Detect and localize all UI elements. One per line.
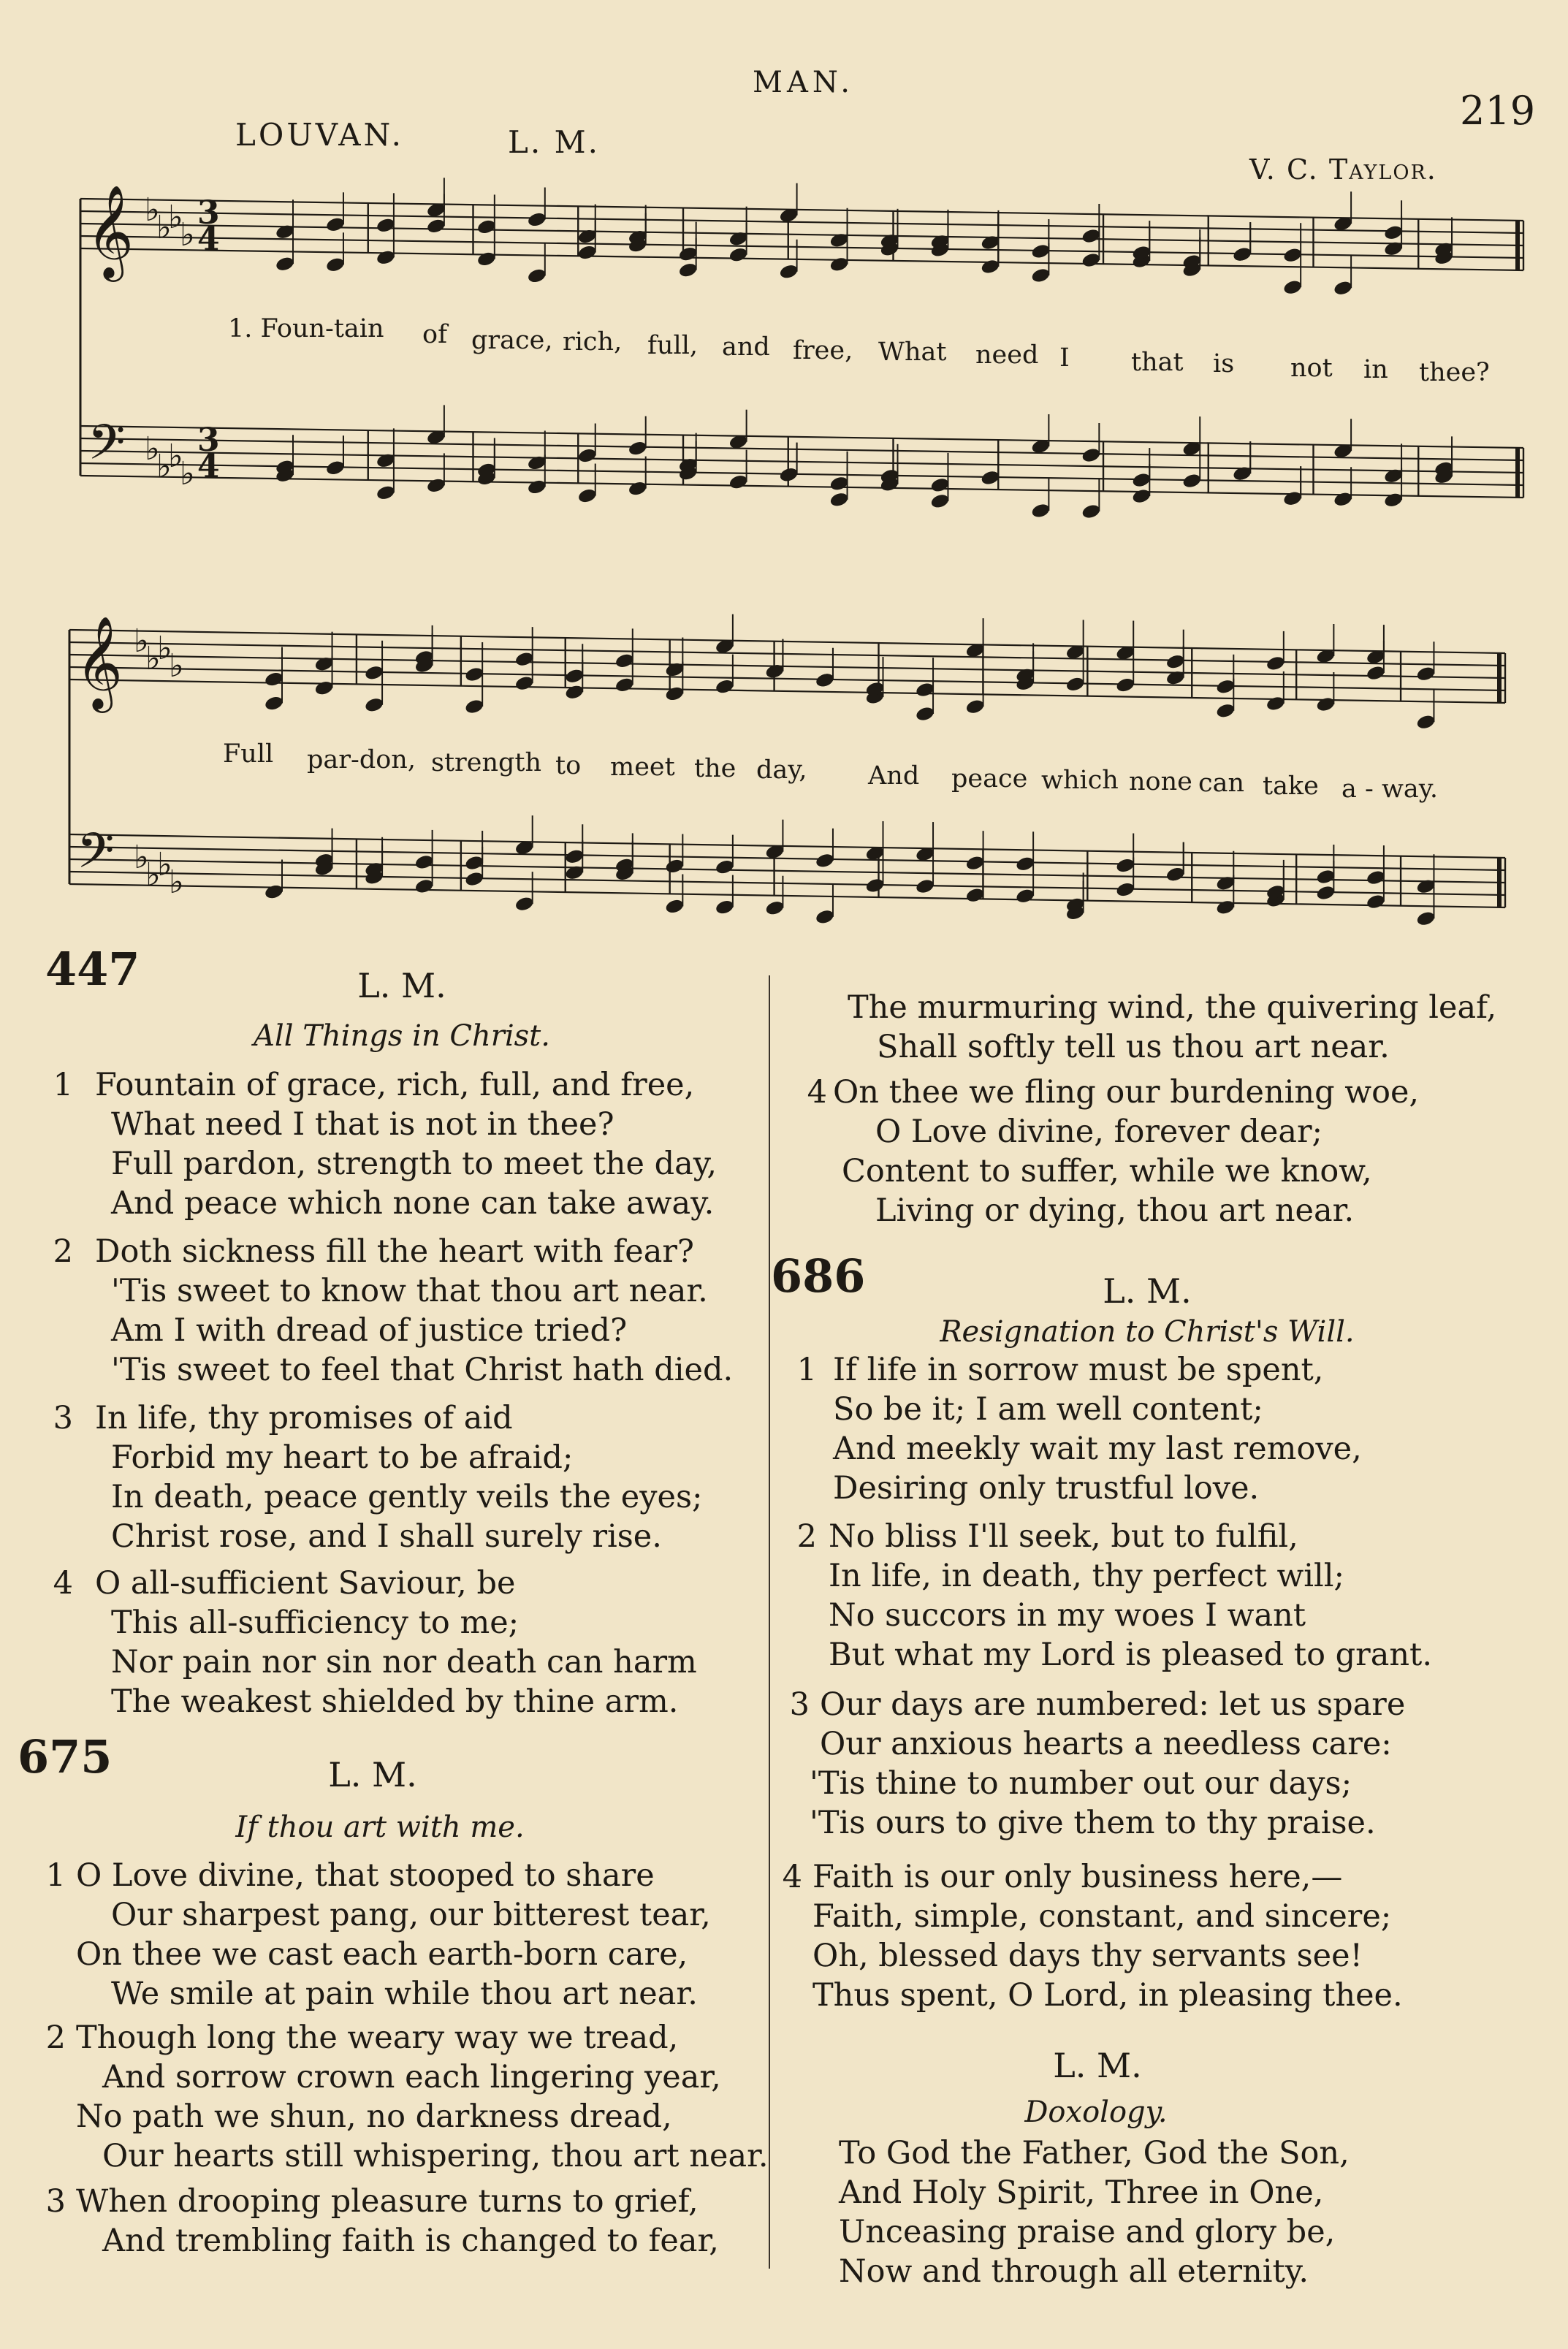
bass-note <box>426 477 446 494</box>
flat-icon: ♭ <box>168 438 183 475</box>
flat-icon: ♭ <box>145 856 161 894</box>
bass-note <box>1165 866 1186 883</box>
verse-line: Full pardon, strength to meet the day, <box>111 1146 718 1182</box>
treble-staff-line <box>69 667 1505 690</box>
verse-line: Forbid my heart to be afraid; <box>111 1439 574 1476</box>
lyric-word: par-don, <box>307 745 416 774</box>
bass-note <box>664 898 685 915</box>
lyric-word: to <box>555 751 582 780</box>
stanza <box>839 2133 1350 2291</box>
lyric-word: a - way. <box>1341 774 1439 804</box>
stanza-number: 3 <box>45 2183 66 2220</box>
verse-line: The weakest shielded by thine arm. <box>111 1683 679 1720</box>
treble-note <box>1232 246 1252 263</box>
treble-staff-line <box>69 655 1505 678</box>
bass-note <box>1315 884 1336 901</box>
bass-staff-line <box>69 847 1505 870</box>
verse-line: Nor pain nor sin nor death can harm <box>111 1644 697 1680</box>
bass-note <box>1081 446 1101 463</box>
bass-note <box>464 870 484 887</box>
bass-note <box>464 854 484 871</box>
treble-note <box>464 698 484 715</box>
treble-note <box>564 684 585 701</box>
lyric-word: of <box>422 320 448 349</box>
treble-staff-line <box>80 224 1523 245</box>
stanza <box>51 1564 697 1721</box>
verse-line: O Love divine, forever dear; <box>875 1113 1322 1150</box>
bass-note <box>1415 910 1436 927</box>
lyric-word: day, <box>756 755 807 785</box>
treble-note <box>915 705 935 722</box>
bass-note <box>728 473 749 490</box>
treble-note <box>815 671 835 688</box>
treble-note <box>325 216 346 233</box>
verse-line: Fountain of grace, rich, full, and free, <box>95 1067 695 1103</box>
lyric-word: full, <box>647 331 699 360</box>
treble-staff-line <box>69 679 1505 703</box>
verse-line: Our sharpest pang, our bitterest tear, <box>111 1897 711 1933</box>
flat-icon: ♭ <box>145 191 160 229</box>
bass-note <box>414 853 435 870</box>
lyric-word: and <box>722 332 770 362</box>
lyric-word: the <box>694 754 737 783</box>
bass-note <box>829 475 850 492</box>
bass-note <box>1131 487 1152 504</box>
verse-line: Now and through all eternity. <box>839 2253 1309 2290</box>
tune-name: LOUVAN. <box>235 117 404 153</box>
hymn-number: 447 <box>45 943 140 996</box>
flat-icon: ♭ <box>156 448 172 485</box>
treble-note <box>829 256 850 273</box>
treble-note <box>1215 702 1236 719</box>
treble-note <box>614 652 635 669</box>
verse-line: In life, thy promises of aid <box>95 1400 513 1436</box>
bass-note <box>864 877 885 894</box>
treble-note <box>1081 227 1101 244</box>
treble-note <box>376 249 396 266</box>
lyric-word: I <box>1059 343 1070 373</box>
verse-line: 'Tis sweet to know that thou art near. <box>111 1273 708 1309</box>
verse-line: 'Tis ours to give them to thy praise. <box>810 1805 1376 1841</box>
lyric-word: rich, <box>563 327 623 357</box>
lyric-word: thee? <box>1419 358 1490 387</box>
verse-line: And Holy Spirit, Three in One, <box>839 2174 1324 2211</box>
treble-staff-line <box>80 199 1523 221</box>
bass-note <box>414 877 435 894</box>
treble-note <box>1315 696 1336 712</box>
time-signature-numerator: 3 <box>197 422 220 459</box>
bass-note <box>1030 502 1051 519</box>
bass-note <box>715 899 735 915</box>
running-head: MAN. <box>753 66 854 99</box>
treble-note <box>464 666 484 682</box>
hymn-number: 686 <box>771 1249 866 1303</box>
verse-line: And meekly wait my last remove, <box>833 1431 1362 1467</box>
treble-note <box>364 696 384 713</box>
treble-note <box>678 262 699 278</box>
verse-line: No succors in my woes I want <box>829 1597 1306 1634</box>
treble-note <box>1415 714 1436 731</box>
stanza-number: 3 <box>789 1686 810 1723</box>
verse-line: Am I with dread of justice tried? <box>111 1312 628 1349</box>
bass-staff-line <box>69 834 1505 858</box>
verse-line: Our days are numbered: let us spare <box>820 1686 1406 1723</box>
treble-note <box>314 679 335 696</box>
bass-staff-line <box>80 476 1523 498</box>
verse-line: If life in sorrow must be spent, <box>833 1352 1324 1388</box>
treble-note <box>1065 676 1086 693</box>
lyric-word: 1. Foun-tain <box>228 314 384 343</box>
verse-line: But what my Lord is pleased to grant. <box>829 1637 1433 1673</box>
bass-note <box>1282 490 1303 507</box>
bass-staff-line <box>69 872 1505 895</box>
hymn-meter: L. M. <box>1053 2046 1142 2085</box>
stanza <box>769 1685 1405 1843</box>
time-signature-denominator: 4 <box>197 221 220 258</box>
treble-note <box>1266 655 1286 671</box>
treble-note <box>527 267 547 284</box>
page-number: 219 <box>1460 88 1536 134</box>
verse-line: When drooping pleasure turns to grief, <box>76 2183 699 2220</box>
treble-note <box>527 211 547 228</box>
treble-note <box>614 677 635 693</box>
verse-line: O Love divine, that stooped to share <box>76 1857 655 1894</box>
bass-note <box>514 896 535 913</box>
time-signature-denominator: 4 <box>197 448 220 485</box>
stanza <box>760 1857 1403 2015</box>
stanza <box>789 1073 1419 1230</box>
lyric-word: take <box>1263 772 1319 801</box>
bass-note <box>1366 893 1386 910</box>
bass-clef-icon: 𝄢 <box>77 823 115 891</box>
bass-note <box>1383 492 1404 509</box>
stanza-number: 4 <box>807 1074 827 1111</box>
treble-note <box>1081 251 1101 268</box>
treble-note <box>1282 279 1303 296</box>
treble-note <box>915 681 935 698</box>
bass-note <box>1181 472 1202 489</box>
bass-note <box>764 899 785 916</box>
bass-note <box>577 447 598 464</box>
lyric-word: free, <box>793 336 853 365</box>
flat-icon: ♭ <box>169 864 184 901</box>
lyric-word: grace, <box>471 326 553 355</box>
treble-note <box>275 256 295 273</box>
verse-line: Content to suffer, while we know, <box>842 1153 1372 1189</box>
lyric-word: none <box>1129 767 1192 796</box>
treble-note <box>1165 653 1186 670</box>
verse-line: And sorrow crown each lingering year, <box>102 2059 721 2095</box>
stanza-number: 1 <box>45 1857 66 1894</box>
treble-note <box>1215 678 1236 695</box>
treble-note <box>1333 280 1353 297</box>
flat-icon: ♭ <box>134 839 149 876</box>
stanza <box>32 2018 769 2176</box>
treble-clef-icon: 𝄞 <box>75 615 123 709</box>
treble-note <box>1115 677 1135 693</box>
composer: V. C. Taylor. <box>1249 153 1437 186</box>
flat-icon: ♭ <box>157 846 172 883</box>
bass-note <box>779 466 799 483</box>
hymn-title: Resignation to Christ's Will. <box>940 1315 1355 1349</box>
lyric-word: can <box>1198 769 1245 798</box>
stanza-number: 4 <box>782 1859 802 1895</box>
bass-note <box>1215 899 1236 915</box>
treble-note <box>728 246 749 263</box>
bass-note <box>1366 869 1386 886</box>
treble-note <box>264 671 284 688</box>
bass-note <box>829 491 850 508</box>
treble-note <box>1266 695 1286 712</box>
treble-note <box>1030 243 1051 259</box>
verse-line: 'Tis thine to number out our days; <box>810 1765 1352 1802</box>
treble-note <box>1366 664 1386 681</box>
treble-staff-line <box>69 642 1505 666</box>
treble-note <box>514 651 535 668</box>
lyric-word: is <box>1213 349 1235 378</box>
bass-note <box>1081 503 1101 519</box>
verse-line: The murmuring wind, the quivering leaf, <box>848 989 1497 1026</box>
treble-staff-line <box>80 236 1523 258</box>
bass-note <box>929 492 950 509</box>
lyric-word: peace <box>951 764 1028 793</box>
bass-staff-line <box>80 426 1523 448</box>
verse-line: Oh, blessed days thy servants see! <box>812 1938 1363 1974</box>
treble-note <box>577 244 598 261</box>
bass-note <box>1115 881 1135 898</box>
verse-line: Unceasing praise and glory be, <box>839 2214 1336 2250</box>
verse-line: No bliss I'll seek, but to fulfil, <box>829 1518 1298 1555</box>
lyric-word: need <box>975 340 1039 370</box>
bass-note <box>325 460 346 476</box>
stanza-number: 1 <box>796 1352 817 1388</box>
stanza-number: 2 <box>45 2019 66 2056</box>
bass-note <box>1333 491 1353 508</box>
verse-line: So be it; I am well content; <box>833 1391 1263 1428</box>
verse-line: Thus spent, O Lord, in pleasing thee. <box>812 1977 1403 2014</box>
bass-note <box>1131 471 1152 488</box>
flat-icon: ♭ <box>169 647 184 685</box>
treble-note <box>664 685 685 702</box>
verse-line: Our anxious hearts a needless care: <box>820 1726 1392 1762</box>
stanza <box>51 1065 717 1223</box>
bass-note <box>628 440 648 457</box>
treble-note <box>514 675 535 692</box>
verse-line: And peace which none can take away. <box>111 1185 715 1222</box>
bass-note <box>264 883 284 900</box>
bass-note <box>1015 856 1035 872</box>
stanza-number: 1 <box>53 1067 73 1103</box>
hymn-meter: L. M. <box>1103 1271 1192 1311</box>
music-score <box>0 0 1568 950</box>
hymn-meter: L. M. <box>328 1755 417 1794</box>
treble-note <box>678 245 699 262</box>
stanza <box>51 1232 733 1390</box>
treble-note <box>376 217 396 234</box>
stanza-number: 4 <box>53 1565 73 1602</box>
flat-icon: ♭ <box>180 455 195 492</box>
treble-note <box>325 256 346 273</box>
verse-line: We smile at pain while thou art near. <box>111 1976 698 2012</box>
bass-note <box>1015 888 1035 905</box>
verse-line: Faith, simple, constant, and sincere; <box>812 1898 1392 1935</box>
bass-clef-icon: 𝄢 <box>88 414 126 482</box>
stanza <box>51 1398 703 1556</box>
verse-line: On thee we fling our burdening woe, <box>833 1074 1420 1111</box>
hymn-title: Doxology. <box>1024 2095 1168 2129</box>
bass-note <box>815 852 835 869</box>
hymn-meter: L. M. <box>357 966 446 1005</box>
bass-note <box>376 484 396 501</box>
stanza-continued <box>804 988 1496 1067</box>
bass-note <box>915 877 935 894</box>
treble-staff-line <box>80 248 1523 270</box>
flat-icon: ♭ <box>145 430 160 468</box>
verse-line: No path we shun, no darkness dread, <box>76 2098 672 2135</box>
hymn-title: All Things in Christ. <box>254 1019 550 1053</box>
bass-staff-line <box>80 463 1523 485</box>
bass-staff-line <box>69 859 1505 883</box>
verse-line: What need I that is not in thee? <box>111 1106 614 1143</box>
verse-line: Desiring only trustful love. <box>833 1470 1260 1507</box>
treble-note <box>1282 247 1303 264</box>
lyric-word: not <box>1290 354 1333 383</box>
verse-line: On thee we cast each earth-born care, <box>76 1936 688 1973</box>
verse-line: Faith is our only business here,— <box>812 1859 1343 1895</box>
lyric-word: in <box>1363 355 1388 384</box>
verse-line: In death, peace gently veils the eyes; <box>111 1479 703 1515</box>
verse-line: Our hearts still whispering, thou art near. <box>102 2138 769 2174</box>
stanza <box>32 2182 719 2261</box>
bass-note <box>628 480 648 497</box>
stanza-number: 2 <box>53 1233 73 1270</box>
verse-line: 'Tis sweet to feel that Christ hath died. <box>111 1352 734 1388</box>
flat-icon: ♭ <box>168 199 183 236</box>
treble-staff-line <box>69 630 1505 653</box>
treble-note <box>715 678 735 695</box>
bass-staff-line <box>69 884 1505 907</box>
stanza-number: 2 <box>796 1518 817 1555</box>
bass-note <box>527 479 547 495</box>
lyric-word: And <box>868 761 920 791</box>
column-divider <box>769 975 770 2269</box>
verse-line: In life, in death, thy perfect will; <box>829 1558 1344 1594</box>
verse-line: And trembling faith is changed to fear, <box>102 2223 719 2259</box>
bass-note <box>815 908 835 925</box>
lyric-word: meet <box>610 753 675 782</box>
time-signature-numerator: 3 <box>197 194 220 232</box>
flat-icon: ♭ <box>156 209 172 246</box>
hymn-number: 675 <box>18 1730 113 1783</box>
lyric-word: Full <box>223 739 274 769</box>
bass-note <box>1115 857 1135 874</box>
bass-note <box>577 487 598 504</box>
hymn-title: If thou art with me. <box>235 1811 525 1844</box>
treble-staff-line <box>80 211 1523 233</box>
treble-note <box>476 218 497 235</box>
flat-icon: ♭ <box>180 216 195 254</box>
treble-note <box>264 695 284 712</box>
treble-note <box>1030 267 1051 283</box>
stanza <box>780 1350 1362 1508</box>
bass-staff-line <box>80 451 1523 473</box>
stanza <box>780 1517 1432 1675</box>
bass-note <box>564 848 585 865</box>
bass-staff-line <box>80 438 1523 460</box>
lyric-word: that <box>1131 348 1184 377</box>
treble-note <box>364 664 384 681</box>
verse-line: To God the Father, God the Son, <box>839 2135 1350 2171</box>
treble-note <box>779 263 799 280</box>
flat-icon: ♭ <box>157 630 172 667</box>
stanza <box>32 1856 711 2014</box>
lyric-word: What <box>878 338 947 367</box>
flat-icon: ♭ <box>145 640 161 677</box>
flat-icon: ♭ <box>134 623 149 660</box>
verse-line: O all-sufficient Saviour, be <box>95 1565 516 1602</box>
lyric-word: strength <box>431 748 542 777</box>
stanza-number: 3 <box>53 1400 73 1436</box>
treble-note <box>564 668 585 685</box>
bass-note <box>1315 868 1336 885</box>
bass-note <box>664 858 685 875</box>
verse-line: Christ rose, and I shall surely rise. <box>111 1518 662 1555</box>
lyric-word: which <box>1041 766 1119 795</box>
treble-note <box>1383 224 1404 241</box>
treble-note <box>965 698 986 715</box>
treble-note <box>1415 666 1436 682</box>
verse-line: Living or dying, thou art near. <box>875 1192 1355 1229</box>
verse-line: Though long the weary way we tread, <box>76 2019 679 2056</box>
verse-line: This all-sufficiency to me; <box>111 1604 520 1641</box>
treble-note <box>476 251 497 267</box>
bass-note <box>715 858 735 875</box>
tune-meter: L. M. <box>508 124 600 160</box>
verse-line: Shall softly tell us thou art near. <box>877 1029 1390 1065</box>
treble-note <box>426 218 446 235</box>
verse-line: Doth sickness fill the heart with fear? <box>95 1233 694 1270</box>
treble-clef-icon: 𝄞 <box>86 184 134 278</box>
bass-note <box>929 476 950 493</box>
